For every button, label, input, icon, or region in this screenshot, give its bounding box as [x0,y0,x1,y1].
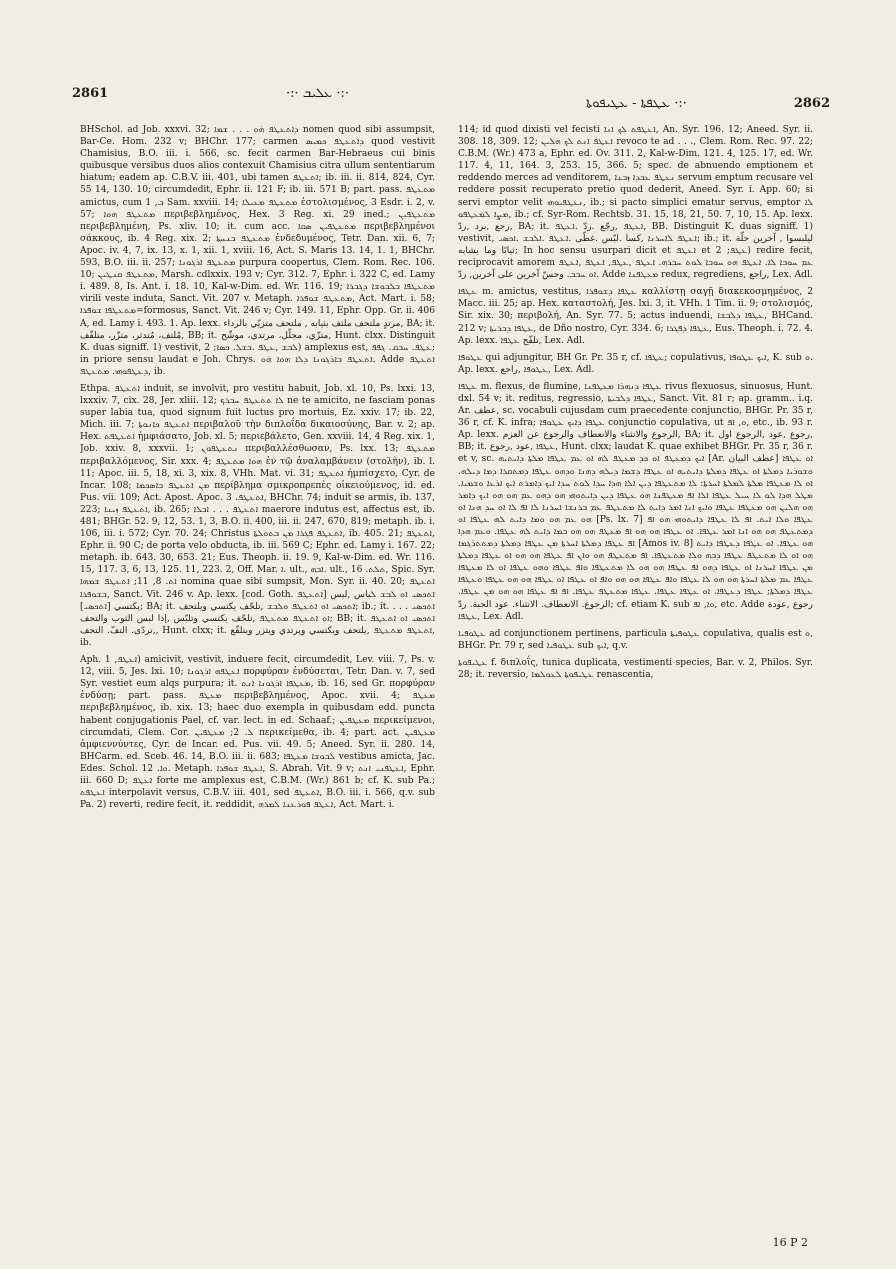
dictionary-entry: Ethpa. ܐܬܥܛܦ induit, se involvit, pro vestitu habuit, Job. xl. 10, Ps. lxxi. 13, lxxxiv. 7, cix. 28, Jer. xliii. 12; ܠܐ ܬܬܥܛܦ ܚܒܪܟ ne te amicito, ne fasciam ponas super labia tua, quod signum fuit luctus pro mortuis, Ez. xxiv. 17; ib. 22, Mich. iii. 7; ܐܬܥܛܦ ܟܐܢܘܬܐ περιβαλοῦ τὴν διπλοΐδα δικαιοσύνης, Bar. v. 2; ap. Hex. ܐܬܥܛܦܬ ἠμφιάσατο, Job. xl. 5; περιεβάλετο, Gen. xxviii. 14, 4 Reg. xix. 1, Job. xxiv. 8, xxxvii. 1; ܢܬܥܛܦܘܢ περιβαλλέσθωσαν, Ps. lxx. 13; ܡܬܥܛܦ περιβαλλόμενος, Sir. xxx. 4; ܗܘܐ ܡܬܥܛܦ ἐν τῷ ἀναλαμβάνειν (στολὴν), ib. l. 11; Apoc. iii. 5, 18, xi. 3, xix. 8, VHh. Mat. vi. 31; ܐܬܥܛܦ ἠμπίσχετο, Cyr. de Incar. 108; ܡܢ ܐܬܥܛܦ ܒܐܣܟܡܐ περίβλημα σμικροπρεπὲς οἰκειούμενος, id. ed. Pus. vii. 109; Act. Apost. Apoc. ܐܬܥܛܦ. 3, BHChr. 74; induit se armis, ib. 137, 223; ܐܬܥܛܦ ܙܝܢܐ, ib. 265; ܐܬܥܛܦ . . . ܐܒܠܐ maerore indutus est, affectus est, ib. 481; BHGr. 52. 9, 12, 53. 1, 3, B.O. ii. 400, iii. ii. 247, 670, 819; metaph. ib. i. 106, iii. i. 572; Cyr. 70. 24; Christus ܐܬܥܛܦ ܦܓܪܐ ܡܢ ܒܬܘܠܬܐ, ib. 405. 21; ܐܬܥܛܦ, Ephr. ii. 90 C; de porta velo obducta, ib. iii. 569 C; Ephr. ed. Lamy i. 167. 22; metaph. ib. 643. 30, 653. 21; Eus. Theoph. ii. 19. 9, Kal-w-Dim. ed. Wr. 116. 15, 117. 3, 6, 13, 125. 11, 223. 2, Off. Mar. ܐ. ult., ܐܒܗ. ult., ܬܠܬ. 16, Spic. Syr. ܐܬ. 8, 11; ܐܬܥܛܦ ܫܡܗܐ nomina quae sibi sumpsit, Mon. Syr. ii. 40. 20; ܐܬܥܛܦ ܒܫܘܦܪܐ, Sanct. Vit. 246 v. Ap. lexx. [cod. Goth. ܐܬܥܛܦ] ܐܬܟܣܝ ܐܘ ܠܒܫ ܠباس ,لبس يكتسي [ܐܬܟܣܝ]; BA; it. ܐܬܟܣܝ ܐܘ ܐܬܥܛܦ ܘܠܒܫ ,تلحّف يكتسي ويلتحف; ib.; it. . . . ܐܬܟܣܝ ܐܘ ܐܬܥܛܦ ܡܬܥܛܦ ,تلحّف يكتسي وتلبّس ,إذا لبس الثوب والتحف; BB; it. ܐܬܟܣܝ ܐܘ ܐܬܥܛܦ ,تردّى. التفّ. التحف, Hunt. clxx; it. ܐܬܥܛܦ ܡܬܥܛܦ ,يلتحف ويكتسي ويرتدي ويتزر ويتلفّع, ib. [80,383,435,648]
dictionary-entry: ܥܛܘܦܐ qui adjungitur, BH Gr. Pr. 35 r, cf. ܥܛܦܐ; copulativus, ܐܝܟ ܥܛܘܦܐ, K. sub ܘ. Ap. lexx. ܥܛܘܦܐ ,راجع, Lex. Adl. [458,352,813,375]
left-column [80,124,435,1252]
dictionary-entry: ܥܛܘܦܝܐ ad conjunctionem pertinens, particula ܥܛܘܦܝܬܐ copulativa, qualis est ܘ, BHGr. Pr. 79 r, sed ܥܛܘܦܝܐ sub ܐܝܟ, q.v. [458,628,813,651]
dictionary-entry: ܥܛܦܐ m. amictus, vestitus, ܥܛܦܐ ܕܫܘܦܪܐ καλλίστῃ σαγῇ διακεκοσμημένος, 2 Macc. iii. 25; ap. Hex. καταστολή, Jes. lxi. 3, it. VHh. 1 Tim. ii. 9; στολισμός, Sir. xix. 30; περιβολή, An. Syr. 77. 5; actus induendi, ܥܛܦܐ ܕܠܒܫܐ, BHCand. 212 v; ܥܛܦܐ ܕܒܪܝܬܐ, de Dño nostro, Cyr. 334. 6; ܥܛܦܐ ܕܦܓܪܐ, Eus. Theoph. i. 72. 4. Ap. lexx. تلفّح ܥܛܦܐ, Lex. Adl. [458,287,813,346]
page-header [66,78,830,111]
running-head-right: ·:· ܥܛܦܬܐ - ܥܛܝܦܘܬܐ [586,96,687,111]
dictionary-entry: 114; id quod dixisti vel fecisti ܐܥܛܦܬ ܠܟ ܐܢܐ, An. Syr. 196. 12; Aneed. Syr. ii. 308. 18, 309. 12; ܐܥܛܦ ܐܢܬ ܠܟ ܗܠܝܢ revoco te ad . . ., Clem. Rom. Rec. 97. 22; C.B.M. (Wr.) 473 a, Ephr. ed. Ov. 311. 2, Kal-w-Dim. 121. 4, 125. 17, ed. Wr. 117. 4, 11, 164. 3, 253. 15, 366. 5; spec. de abnuendo emptionem et reddendo merces ad venditorem, ܢܥܛܦ ܥܒܕܐ ܙܒܢܐ servum emptum recusare vel reddere possit recuperato pretio quod dederit, Aneed. Syr. i. App. 60; si servi emptor velit ܢܥܛܦܝܘܗܝ, ib.; si pacto simplici ematur servus, emptor ܠܐ ܡܨܐ ܠܡܥܛܦܘ, ib.; cf. Syr-Rom. Rechtsb. 31. 15, 18, 21, 50. 7, 10, 15. Ap. lexx. رجع ,برد ,ردّ, BA; it. ܐܥܛܦ ,رجّع .ردّ .ܐܥܛܦ, BB. Distinguit K. duas signiff. 1) vestivit, ܐܥܛܦ ܠܐܚܪܢܐ ,كسا .لبّس .غطّى .ܐܥܛܦ .ܐܠܒܫ .ܐܟܣܝ; ib.; it. ليلبسوا , آخرين حلّة ثيابًا وما يشابه; In hoc sensu usurpari dicit et ܐܥܛܦ et ܥܛܦ; 2) redire fecit, reciprocavit amorem ܥܡ ܚܘܒܐ ܠܐ. ܐܥܛܦ ܗܘ ܚܘܒܐ ܠܘܬ ܚܒܪܗ. ܐܥܛܦ ,ܥܛܦ, ܐܥܛܦ ,ܐܥܛܦ ܐܘ ܚܒܒ. وحسّ آخرين على آخرين, ردّ. Adde ܡܥܛܦܢܐ redux, regrediens, راجع, Lex. Adl. [458,125,813,281]
right-column [458,124,813,1252]
page-number-right: 2862 [793,96,830,111]
page-number-left: 2861 [72,86,109,101]
dictionary-entry: Aph. ܐܥܛܦ, 1) amicivit, vestivit, induere fecit, circumdedit, Lev. viii. 7, Ps. v. 12, viii. 5, Jes. lxi. 10; ܐܥܛܦܗ ܐܪܓܘܢܐ πορφύραν ἐνδύσεται, Tetr. Dan. v. 7, sed Syr. vestiet eum alqs purpura; it. ܡܥܛܦܐ ܐܪܓܘܢܐ ܐܢܬ, ib. 16, sed Gr. πορφύραν ἐνδύσῃ; part. pass. ܡܥܛܦ περιβεβλημένος, Apoc. xvii. 4; ܡܥܛܦ περιβεβλημένος, ib. xix. 13; haec duo exempla in quibusdam edd. puncta habent conjugationis Pael, cf. var. lect. in ed. Schaaf.; ܡܥܛܦܝܢ περικείμενοι, circumdati, Clem. Cor. ܠ. 2; ܡܥܛܦܝܢ περικείμεθα, ib. 4; part. act. ܡܥܛܦܝܢ ἀμφιεννύντες, Cyr. de Incar. ed. Pus. vii. 49. 5; Aneed. Syr. ii. 280. 14, BHCarm. ed. Sceb. 46. 14, B.O. iii. ii. 683; ܠܒܘܫܐ ܡܥܛܦܐ vestibus amicta, Jac. Edes. Schol. ܘܐ. 12. Metaph. ܐܥܛܦ ܫܘܦܪܐ, S. Abrah. Vit. 9 v; ܐܥܛܦܢܝ ܐܢܬ, Ephr. iii. 660 D; ܐܥܛܦ forte me amplexus est, C.B.M. (Wr.) 861 b; cf. K. sub Pa.; ܐܥܛܦܬ interpolavit versus, C.B.V. iii. 401, sed ܐܬܥܛܦ, B.O. iii. i. 566, q.v. sub Pa. 2) reverti, redire fecit, it. reddidit, ܐܥܛܦ ܦܘܪܥܢܐ ܠܡܪܗ, Act. Mart. i. [80,655,435,811]
dictionary-entry: ܥܛܝܦܘܬܐ f. διπλοΐς, tunica duplicata, vestimenti species, Bar. v. 2, Philos. Syr. 28; it. reversio, ܥܛܝܦܘܬܐ ܠܥܘܠܡܐ renascentia, [458,657,813,681]
dictionary-entry: ܥܛܦܐ m. flexus, de flumine, ܥܛܦܐ ܕܢܗܪܐ ܡܥܛܦܢܐ rivus flexuosus, sinuosus, Hunt. dxl. 54 v; it. reditus, regressio, ܥܛܦܐ ܕܠܒܝܬܐ, Sanct. Vit. 81 r; ap. gramm.. i.q. Ar. عطف, sc. vocabuli cujusdam cum praecedente conjunctio, BHGr. Pr. 35 r, 36 r, cf. K. infra; ܥܛܦܐ ܕܐܝܟ ܥܛܘܦܐ conjunctio copulativa, ut ܘ, ܐܦ, etc., ib. 93 r. Ap. lexx. الرجوع والانثناء والانعطاف والرجوع عن العزم, BA; it. رجوع ,عود ,الرجوع اول, BB; it. ܥܛܦܐ ,عود ,رجوع, Hunt. clxx; laudat K. quae exhibet BHGr. Pr. 35 r, 36 r. et v, sc. ܐܝܟ ܕܡܥܛܦ ܐܘ ܟܕ ܡܥܛܦ ܠܗ ܐܘ ܥܡ ܥܛܦܐ ܡܠܬܐ ܕܐܝܬܝܗ [Ar. عطف البيان] ܐܘ ܥܛܦܐ ܘܫܘܪܝܐ ܕܡܠܬܐ ܐܘ ܥܛܦܐ ܕܡܠܬܐ ܕܐܝܬܝܗ ܐܘ ܥܛܦܐ ܕܫܡܐ ܕܝܠܗ ܕܗܢܐ ܘܕܗܘ ܥܛܦܐ ܕܡܬܩܪܐ ܕܡܐ ܕܝܠܗ. ܐܘ ܠܐ ܡܥܛܦܐ ܡܠܬܐ ܠܡܠܬܐ ܐܚܪܬܐ: ܠܐ ܡܬܥܛܦܐ ܕܝܢ ܐܠܐ ܗܕܐ ܚܕܐ ܠܘܬ ܚܕܐ ܐܝܟ ܕܐܡܪܬ ܐܝܟ ܐܪܥܐ ܘܫܡܝܐ. ܡܛܠ ܗܕܐ ܠܘ ܠܐ ܚܝܠ ܥܛܦܐ ܐܠܐ ܐܦ ܡܥܛܦܢܐ ܗܘ ܥܛܦܐ ܕܝܢ ܕܐܝܬܘܗܝ ܗܘ ܕܗܘ ܥܡ ܗܘ ܗܘ ܐܝܟ ܕܐܡܪ ܗܘ ܗܠܝܢ ܗܘ ܡܥܛܦܐ ܥܛܦܐ ܘܐܝܟ ܐܢܐ ܐܡܪ ܕܐܝܬ ܠܐ ܡܬܥܛܦ ܥܡ ܒܪܢܫܐ ܐܚܪܢܐ ܠܐ ܐܦ ܠܐ ܐܘ ܚܕ ܗܢܐ ܐܘ ܗܘ ܥܡ ܗܘ ܘܡܐ ܕܐܝܬ ܠܗ ܥܛܦܐ ܐܘ [Ps. lx. 7] ܥܛܦܐ ܘܠܐ ܐܝܬ. ܐܦ ܠܐ ܥܛܦܐ ܕܐܝܬܘܗܝ ܗܘ ܐܦ ܕܡܬܥܛܦ ܗܘ ܗܘ ܐܢܐ ܐܡܪ ܥܛܦܐ. ܐܘ ܥܛܦܐ ܗܘ ܗܘ ܐܦ ܡܥܛܦ ܗܘ ܗܘ ܒܡܐ ܕܐܝܬ ܠܗ ܥܛܦܐ. ܘܥܡ ܗܕܐ ܐܦ ܥܛܦܐ ܕܡܠܬܐ ܐܚܪܬܐ ܡܢ ܥܛܦܐ ܕܡܠܬܐ ܕܡܬܬܪܓܡܐ [Amos iv. 8] ܗܘ ܥܛܦܐ. ܐܘ ܥܛܦܐ ܕܥܛܦܐ ܕܐܝܬ ܗܘ ܐܘ ܠܐ ܡܬܥܛܦ ܥܛܦܐ ܕܒܗ ܘܠܐ ܡܬܥܛܦܐ. ܐܦ ܡܬܥܛܦ ܗܘ ܘܐܢ ܐܦ ܥܛܦܐ ܗܘ ܗܘ ܐܘ ܥܛܦܐ ܕܡܠܬܐ ܡܢ ܥܛܦܐ ܐܚܪܢܐ ܐܘ ܥܛܦܐ ܕܗܘ ܐܦ ܥܛܦܐ ܗܘ ܗܘ ܠܐ ܡܬܥܛܦܐ ܘܐܦ ܥܛܦܐ ܘܗܘ ܥܛܦܐ ܐܘ ܠܐ ܡܥܛܦܐ ܥܛܦܐ ܥܡ ܡܠܬܐ ܐܚܪܬܐ ܗܘ ܗܘ ܠܐ ܥܛܦܐ ܘܐܦ ܥܛܦܐ ܗܘ ܗܘ ܘܐܦ ܐܘ ܥܛܦܐ ܐܘ ܥܛܦܐ ܗܘ ܗܘ ܥܛܦܐ ܘܥܛܦܐ ܥܛܦܐ ܕܡܠܬܐ; ܥܛܦܐ ܕܥܛܦܐ. ܐܘ ܥܛܦܐ ܥܛܦܐ. ܥܛܦܐ ܡܬܥܛܦ ܥܛܦܐ. ܐܦ ܐܦ ܥܛܦܐ ܗܘ ܗܘ ܡܢ ܥܛܦܐ. الرجوع. الانعطاف. الانثناء. عود الحبة. ردّ; cf. etiam K. sub ܘܐ, ܐܦ, etc. Adde رجوع ,عودة ܥܛܦܐ, Lex. Adl. [458,381,813,622]
dictionary-entry: BHSchol. ad Job. xxxvi. 32; ܕܐܬܥܛܦ ܗ̇ܘ . . . ܫܡܐ nomen quod sibi assumpsit, Bar-Ce. Hom. 232 v; BHChr. 177; carmen ܕܐܬܥܛܦ ܟܡܝܣ quod vestivit Chamisius, B.O. iii. i. 566, sc. fecit carmen Bar-Hebraeus cui binis quibusque versibus duos alios contexuit Chamisius citra ullum sententiarum hiatum; eadem ap. C.B.V. iii. 401, ubi tamen ܐܬܥܛܦ; ib. iii. ii. 814, 824, Cyr. 55 14, 130. 10; circumdedit, Ephr. ii. 121 F; ib. iii. 571 B; part. pass. ܡܬܥܛܦ amictus, cum ܒ, 1 Sam. xxviii. 14; ܡܬܥܛܦ ܡܥܝܠܐ ἐστολισμένος, 3 Esdr. i. 2, v. 57; ܡܬܥܛܦ ܗܘܐ περιβεβλημένος, Hex. 3 Reg. xi. 29 ined.; ܡܬܥܛܦܝܢ περιβεβλημένη, Ps. xliv. 10; it. cum acc. ܡܬܥܛܦܝܢ ܣܩܐ περιβεβλημένοι σάκκους, ib. 4 Reg. xix. 2; ܡܬܥܛܦ ܒܢܚܬܐ ἐνδεδυμένος, Tetr. Dan. xii. 6, 7; Apoc. iv. 4, 7, ix. 13, x. 1, xii. 1, xviii. 16, Act. S. Maris 13. 14, 1. 1, BHChr. 593, B.O. iii. ii. 257; ܡܬܥܛܦ ܐܪܓܘܢܐ purpura coopertus, Clem. Rom. Rec. 106. 10; ܡܬܥܛܦ ܩܢܛܝܢ, Marsh. cdlxxix. 193 v; Cyr. 312. 7, Ephr. i. 322 C, ed. Lamy i. 489. 8, Is. Ant. i. 18. 10, Kal-w-Dim. ed. Wr. 116. 19; ܡܬܥܛܦܐ ܒܠܒܘܫܐ ܕܓܒܪܐ virili veste induta, Sanct. Vit. 207 v. Metaph. ܡܬܥܛܦ ܫܘܦܪܐ, Act. Mart. i. 58; ܡܬܥܛܦܐ ܫܘܦܪܐ=formosus, Sanct. Vit. 246 v; Cyr. 149. 11, Ephr. Opp. Gr. ii. 406 A, ed. Lamy i. 493. 1. Ap. lexx. مرتدٍ ملتحف ملتف بثيابه , ملتحف متزيّي بالرداء, BA; it. مُلتف، مُتدثر، متزّر، متلفّف, BB; it. متزّي، مجلّل، مرتدي، موشّح, Hunt. clxx. Distinguit K. duas signiff. 1) vestivit, ܠܒܫ ,ܥܛܦ .ܒܫܠ. ܟܣܐ; 2) amplexus est, ܥܛܦ. ܚܒܩ. ܓܦܦ; in priore sensu laudat e Joh. Chrys. ܐܬܥܛܦ ܒܐܪܓܘܢܐ ܕܠܐ ܗܘܐ ܗ̇ܘ. Adde ܐܬܥܛܦ ܕܥܛܦܘܗܝ. ܡܬܥܛܦ, ib. [80,125,435,377]
running-head-left: ·:· ܥܠܝܒ ·:· [286,86,350,101]
signature-mark: 16 P 2 [772,1236,808,1249]
